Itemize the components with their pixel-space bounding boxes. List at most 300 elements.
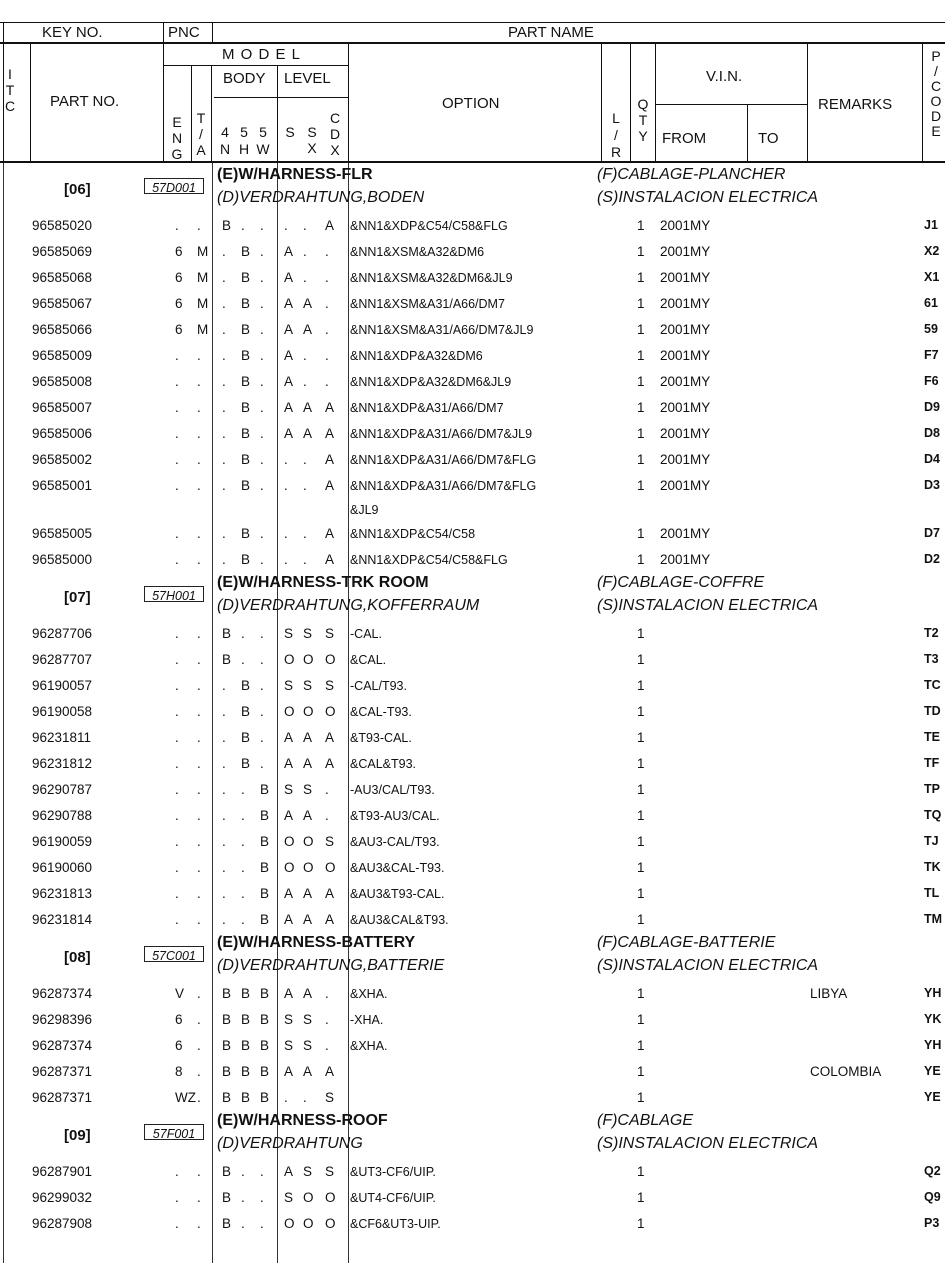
- model-code-b5w: .: [260, 374, 264, 389]
- model-code-ta: .: [197, 1064, 201, 1079]
- model-code-b4n: .: [222, 478, 226, 493]
- model-code-b5w: .: [260, 244, 264, 259]
- model-code-ta: .: [197, 552, 201, 567]
- model-code-sx: A: [303, 986, 313, 1001]
- pnc-code: 57F001: [144, 1124, 204, 1140]
- model-code-b5h: B: [241, 296, 251, 311]
- table-row: [0, 1085, 945, 1111]
- model-code-s: O: [284, 1216, 295, 1231]
- option-code: &CAL.: [350, 653, 387, 667]
- table-row: [0, 213, 945, 239]
- quantity: 1: [637, 808, 645, 823]
- model-code-b4n: .: [222, 452, 226, 467]
- quantity: 1: [637, 526, 645, 541]
- table-row: [0, 1007, 945, 1033]
- vin-from-header: FROM: [662, 130, 707, 147]
- option-code: &CAL-T93.: [350, 705, 412, 719]
- group-header: [0, 573, 945, 621]
- model-code-b5w: .: [260, 218, 264, 233]
- model-code-cdx: A: [325, 912, 335, 927]
- model-code-cdx: .: [325, 296, 329, 311]
- model-code-ta: .: [197, 756, 201, 771]
- vin-to-header: TO: [758, 130, 779, 147]
- part-name-fr: (F)CABLAGE-COFFRE: [597, 574, 765, 591]
- model-code-b5w: B: [260, 1090, 270, 1105]
- table-row: [0, 981, 945, 1007]
- model-code-s: A: [284, 1164, 294, 1179]
- part-number: 96287901: [32, 1164, 93, 1179]
- option-code: &CAL&T93.: [350, 757, 417, 771]
- model-code-s: S: [284, 678, 294, 693]
- parts-code: TF: [924, 756, 940, 770]
- model-code-b5h: B: [241, 244, 251, 259]
- model-code-b4n: .: [222, 270, 226, 285]
- model-code-b5h: B: [241, 374, 251, 389]
- model-code-b5w: .: [260, 526, 264, 541]
- model-code-sx: A: [303, 808, 313, 823]
- parts-code: X2: [924, 244, 940, 258]
- option-code: -XHA.: [350, 1013, 384, 1027]
- model-code-b5h: B: [241, 426, 251, 441]
- model-code-sx: O: [303, 860, 314, 875]
- model-code-b5w: .: [260, 322, 264, 337]
- model-code-b5w: .: [260, 1164, 264, 1179]
- parts-code: J1: [924, 218, 938, 232]
- part-number: 96287908: [32, 1216, 93, 1231]
- model-code-ta: M: [197, 322, 209, 337]
- model-code-eng: .: [175, 552, 179, 567]
- option-code: &NN1&XSM&A31/A66/DM7&JL9: [350, 323, 534, 337]
- model-code-b5w: B: [260, 1064, 270, 1079]
- quantity: 1: [637, 1012, 645, 1027]
- model-code-b5h: B: [241, 986, 251, 1001]
- model-code-eng: .: [175, 860, 179, 875]
- quantity: 1: [637, 986, 645, 1001]
- option-code: &CF6&UT3-UIP.: [350, 1217, 441, 1231]
- part-number: 96585020: [32, 218, 93, 233]
- model-code-b5w: B: [260, 782, 270, 797]
- model-code-cdx: A: [325, 452, 335, 467]
- model-code-eng: 6: [175, 1012, 183, 1027]
- part-number: 96585005: [32, 526, 93, 541]
- table-row: [0, 621, 945, 647]
- table-row: [0, 473, 945, 499]
- model-code-b4n: .: [222, 348, 226, 363]
- model-code-b5h: B: [241, 1064, 251, 1079]
- part-number: 96585001: [32, 478, 93, 493]
- parts-code: X1: [924, 270, 940, 284]
- model-code-sx: S: [303, 626, 313, 641]
- table-header: KEY NO. PNC PART NAME I T C PART NO. M O D E L BODY LEVEL E N G T / A 4 N 5 H 5 W S S X C D X OPTION L / R Q T Y V.I.N. FROM TO REMARKS P / C O D E: [0, 0, 945, 163]
- table-row: [0, 699, 945, 725]
- vin-from: 2001MY: [660, 400, 711, 415]
- pnc-header: PNC: [168, 24, 200, 41]
- option-code: &NN1&XSM&A31/A66/DM7: [350, 297, 505, 311]
- model-code-b5w: .: [260, 730, 264, 745]
- part-number: 96287374: [32, 986, 93, 1001]
- body-header: BODY: [223, 70, 266, 87]
- model-code-b5h: .: [241, 860, 245, 875]
- model-code-s: .: [284, 452, 288, 467]
- model-code-ta: .: [197, 526, 201, 541]
- model-code-b4n: B: [222, 1190, 232, 1205]
- model-code-sx: A: [303, 400, 313, 415]
- table-row: [0, 725, 945, 751]
- model-code-b5h: .: [241, 1164, 245, 1179]
- quantity: 1: [637, 296, 645, 311]
- remarks: LIBYA: [810, 986, 848, 1001]
- group-header: [0, 1111, 945, 1159]
- model-code-b5w: B: [260, 986, 270, 1001]
- model-code-b5h: .: [241, 626, 245, 641]
- model-code-ta: .: [197, 400, 201, 415]
- quantity: 1: [637, 1216, 645, 1231]
- model-code-ta: .: [197, 1164, 201, 1179]
- model-header: M O D E L: [222, 46, 302, 63]
- table-row: [0, 291, 945, 317]
- part-number: 96299032: [32, 1190, 93, 1205]
- model-code-eng: .: [175, 730, 179, 745]
- model-code-cdx: O: [325, 1190, 336, 1205]
- model-code-b4n: B: [222, 1038, 232, 1053]
- model-code-b5w: B: [260, 912, 270, 927]
- part-number: 96290787: [32, 782, 93, 797]
- model-code-s: O: [284, 652, 295, 667]
- parts-code: TQ: [924, 808, 942, 822]
- model-code-eng: 6: [175, 1038, 183, 1053]
- model-code-b4n: .: [222, 704, 226, 719]
- level-s-header: S: [285, 124, 295, 140]
- part-number: 96585066: [32, 322, 93, 337]
- option-code: &NN1&XDP&A31/A66/DM7&FLG: [350, 453, 537, 467]
- model-code-sx: S: [303, 678, 313, 693]
- key-number: [08]: [64, 949, 91, 966]
- model-code-eng: .: [175, 374, 179, 389]
- model-code-eng: .: [175, 886, 179, 901]
- model-code-ta: .: [197, 374, 201, 389]
- part-number: 96298396: [32, 1012, 93, 1027]
- model-code-b5h: B: [241, 526, 251, 541]
- model-code-b4n: .: [222, 886, 226, 901]
- part-number: 96585002: [32, 452, 93, 467]
- model-code-b5h: B: [241, 1012, 251, 1027]
- table-row: [0, 521, 945, 547]
- quantity: 1: [637, 552, 645, 567]
- model-code-s: A: [284, 886, 294, 901]
- model-code-b4n: B: [222, 1012, 232, 1027]
- model-code-sx: S: [303, 1012, 313, 1027]
- part-number: 96585000: [32, 552, 93, 567]
- parts-code: YE: [924, 1090, 941, 1104]
- model-code-b4n: B: [222, 626, 232, 641]
- quantity: 1: [637, 860, 645, 875]
- model-code-ta: .: [197, 348, 201, 363]
- table-row: [0, 1159, 945, 1185]
- model-code-ta: .: [197, 912, 201, 927]
- model-code-s: O: [284, 704, 295, 719]
- model-code-ta: .: [197, 986, 201, 1001]
- part-name-de: (D)VERDRAHTUNG: [217, 1135, 363, 1152]
- model-code-ta: .: [197, 426, 201, 441]
- model-code-sx: O: [303, 652, 314, 667]
- part-name-de: (D)VERDRAHTUNG,BODEN: [217, 189, 425, 206]
- model-code-cdx: .: [325, 322, 329, 337]
- model-code-b5h: B: [241, 452, 251, 467]
- vin-header: V.I.N.: [706, 68, 743, 85]
- model-code-b5w: .: [260, 478, 264, 493]
- table-row: [0, 239, 945, 265]
- option-code: &XHA.: [350, 1039, 388, 1053]
- model-code-ta: .: [197, 1216, 201, 1231]
- table-row: [0, 803, 945, 829]
- option-header: OPTION: [442, 95, 500, 112]
- model-code-s: S: [284, 1038, 294, 1053]
- quantity: 1: [637, 704, 645, 719]
- model-code-b5w: .: [260, 626, 264, 641]
- model-code-cdx: .: [325, 244, 329, 259]
- vin-from: 2001MY: [660, 478, 711, 493]
- option-code: -CAL.: [350, 627, 382, 641]
- part-number: 96231813: [32, 886, 93, 901]
- model-code-b4n: .: [222, 552, 226, 567]
- model-code-b4n: .: [222, 400, 226, 415]
- model-code-s: A: [284, 808, 294, 823]
- vin-from: 2001MY: [660, 426, 711, 441]
- parts-code: D2: [924, 552, 940, 566]
- model-code-b5h: B: [241, 756, 251, 771]
- part-name-es: (S)INSTALACION ELECTRICA: [597, 597, 819, 614]
- model-code-ta: .: [197, 1090, 201, 1105]
- model-code-b5h: .: [241, 808, 245, 823]
- model-code-b5w: .: [260, 426, 264, 441]
- model-code-b5h: B: [241, 270, 251, 285]
- option-code: &T93-AU3/CAL.: [350, 809, 440, 823]
- model-code-cdx: .: [325, 808, 329, 823]
- part-number: 96585068: [32, 270, 93, 285]
- option-code: &AU3&T93-CAL.: [350, 887, 445, 901]
- model-code-b4n: .: [222, 526, 226, 541]
- model-code-cdx: .: [325, 348, 329, 363]
- parts-code: TE: [924, 730, 940, 744]
- table-row-continuation: [0, 497, 945, 523]
- model-code-eng: .: [175, 526, 179, 541]
- model-code-eng: .: [175, 782, 179, 797]
- model-code-ta: .: [197, 452, 201, 467]
- quantity: 1: [637, 1090, 645, 1105]
- model-code-cdx: .: [325, 374, 329, 389]
- table-row: [0, 751, 945, 777]
- part-name-header: PART NAME: [508, 24, 594, 41]
- model-code-s: A: [284, 296, 294, 311]
- model-code-cdx: S: [325, 1164, 335, 1179]
- model-code-s: A: [284, 270, 294, 285]
- part-number: 96290788: [32, 808, 93, 823]
- model-code-s: O: [284, 834, 295, 849]
- model-code-cdx: S: [325, 626, 335, 641]
- model-code-sx: S: [303, 1038, 313, 1053]
- parts-code: Q9: [924, 1190, 941, 1204]
- quantity: 1: [637, 1064, 645, 1079]
- model-code-sx: .: [303, 348, 307, 363]
- parts-code: 61: [924, 296, 938, 310]
- model-code-b5w: .: [260, 652, 264, 667]
- model-code-cdx: A: [325, 756, 335, 771]
- model-code-eng: .: [175, 426, 179, 441]
- model-code-b4n: B: [222, 1216, 232, 1231]
- model-code-ta: .: [197, 478, 201, 493]
- parts-code: TJ: [924, 834, 939, 848]
- model-code-eng: .: [175, 1216, 179, 1231]
- table-row: [0, 881, 945, 907]
- option-code: &NN1&XDP&C54/C58&FLG: [350, 219, 508, 233]
- vin-from: 2001MY: [660, 322, 711, 337]
- vin-from: 2001MY: [660, 244, 711, 259]
- model-code-b5w: .: [260, 552, 264, 567]
- model-code-b5w: .: [260, 270, 264, 285]
- model-code-b4n: .: [222, 426, 226, 441]
- model-code-b5h: .: [241, 782, 245, 797]
- pnc-code: 57D001: [144, 178, 204, 194]
- model-code-s: .: [284, 552, 288, 567]
- model-code-cdx: S: [325, 678, 335, 693]
- model-code-s: S: [284, 1190, 294, 1205]
- model-code-s: A: [284, 400, 294, 415]
- quantity: 1: [637, 400, 645, 415]
- part-name-fr: (F)CABLAGE: [597, 1112, 694, 1129]
- quantity: 1: [637, 1038, 645, 1053]
- model-code-b4n: .: [222, 730, 226, 745]
- parts-code: D4: [924, 452, 940, 466]
- vin-from: 2001MY: [660, 296, 711, 311]
- model-code-b4n: .: [222, 374, 226, 389]
- model-code-s: .: [284, 1090, 288, 1105]
- model-code-sx: .: [303, 374, 307, 389]
- model-code-sx: S: [303, 1164, 313, 1179]
- table-row: [0, 1185, 945, 1211]
- part-number: 96287706: [32, 626, 93, 641]
- pnc-code: 57H001: [144, 586, 204, 602]
- quantity: 1: [637, 782, 645, 797]
- model-code-sx: .: [303, 1090, 307, 1105]
- part-number: 96585009: [32, 348, 93, 363]
- vin-from: 2001MY: [660, 218, 711, 233]
- model-code-s: .: [284, 478, 288, 493]
- option-code: &NN1&XDP&A31/A66/DM7: [350, 401, 504, 415]
- model-code-b4n: .: [222, 244, 226, 259]
- parts-code: TD: [924, 704, 941, 718]
- quantity: 1: [637, 834, 645, 849]
- remarks: COLOMBIA: [810, 1064, 882, 1079]
- quantity: 1: [637, 452, 645, 467]
- model-code-b5h: .: [241, 886, 245, 901]
- model-code-ta: .: [197, 704, 201, 719]
- model-code-b5w: .: [260, 678, 264, 693]
- vin-from: 2001MY: [660, 270, 711, 285]
- quantity: 1: [637, 652, 645, 667]
- part-name-de: (D)VERDRAHTUNG,BATTERIE: [217, 957, 445, 974]
- group-header: [0, 933, 945, 981]
- key-number: [09]: [64, 1127, 91, 1144]
- parts-code: Q2: [924, 1164, 941, 1178]
- model-code-b5h: B: [241, 678, 251, 693]
- model-code-ta: .: [197, 834, 201, 849]
- model-code-cdx: A: [325, 886, 335, 901]
- model-code-cdx: A: [325, 218, 335, 233]
- parts-code: F7: [924, 348, 939, 362]
- quantity: 1: [637, 374, 645, 389]
- model-code-sx: .: [303, 478, 307, 493]
- remarks-header: REMARKS: [818, 96, 893, 113]
- model-code-b5h: B: [241, 730, 251, 745]
- model-code-b5h: B: [241, 1038, 251, 1053]
- model-code-eng: .: [175, 834, 179, 849]
- model-code-cdx: .: [325, 986, 329, 1001]
- option-code: &NN1&XDP&A32&DM6&JL9: [350, 375, 512, 389]
- model-code-cdx: O: [325, 1216, 336, 1231]
- quantity: 1: [637, 756, 645, 771]
- model-code-s: A: [284, 244, 294, 259]
- model-code-b5w: .: [260, 296, 264, 311]
- part-number: 96190057: [32, 678, 93, 693]
- model-code-ta: .: [197, 860, 201, 875]
- model-code-b5h: .: [241, 912, 245, 927]
- table-row: [0, 907, 945, 933]
- model-code-eng: .: [175, 348, 179, 363]
- model-code-b5w: B: [260, 834, 270, 849]
- parts-code: D7: [924, 526, 940, 540]
- vin-from: 2001MY: [660, 348, 711, 363]
- parts-code: TC: [924, 678, 941, 692]
- part-name-en: (E)W/HARNESS-TRK ROOM: [217, 574, 429, 591]
- model-code-sx: O: [303, 1216, 314, 1231]
- model-code-s: A: [284, 348, 294, 363]
- vin-from: 2001MY: [660, 526, 711, 541]
- model-code-sx: .: [303, 244, 307, 259]
- model-code-b5w: .: [260, 1190, 264, 1205]
- quantity: 1: [637, 478, 645, 493]
- quantity: 1: [637, 1164, 645, 1179]
- option-code: &NN1&XDP&A31/A66/DM7&FLG: [350, 479, 537, 493]
- model-code-sx: A: [303, 756, 313, 771]
- option-code: &NN1&XDP&C54/C58: [350, 527, 476, 541]
- model-code-b5h: .: [241, 1216, 245, 1231]
- model-code-b4n: B: [222, 986, 232, 1001]
- parts-code: YK: [924, 1012, 942, 1026]
- model-code-cdx: .: [325, 1012, 329, 1027]
- model-code-b5w: B: [260, 1038, 270, 1053]
- model-code-s: A: [284, 1064, 294, 1079]
- table-row: [0, 447, 945, 473]
- quantity: 1: [637, 730, 645, 745]
- model-code-eng: .: [175, 1164, 179, 1179]
- table-row: [0, 673, 945, 699]
- model-code-sx: .: [303, 218, 307, 233]
- parts-code: D9: [924, 400, 940, 414]
- level-header: LEVEL: [284, 70, 331, 87]
- vin-from: 2001MY: [660, 452, 711, 467]
- quantity: 1: [637, 1190, 645, 1205]
- model-code-b4n: .: [222, 808, 226, 823]
- model-code-b5w: .: [260, 400, 264, 415]
- model-code-sx: A: [303, 322, 313, 337]
- part-number: 96231811: [32, 730, 92, 745]
- table-row: [0, 317, 945, 343]
- model-code-b5w: .: [260, 756, 264, 771]
- model-code-sx: A: [303, 886, 313, 901]
- table-row: [0, 777, 945, 803]
- parts-code: TM: [924, 912, 943, 926]
- model-code-sx: .: [303, 526, 307, 541]
